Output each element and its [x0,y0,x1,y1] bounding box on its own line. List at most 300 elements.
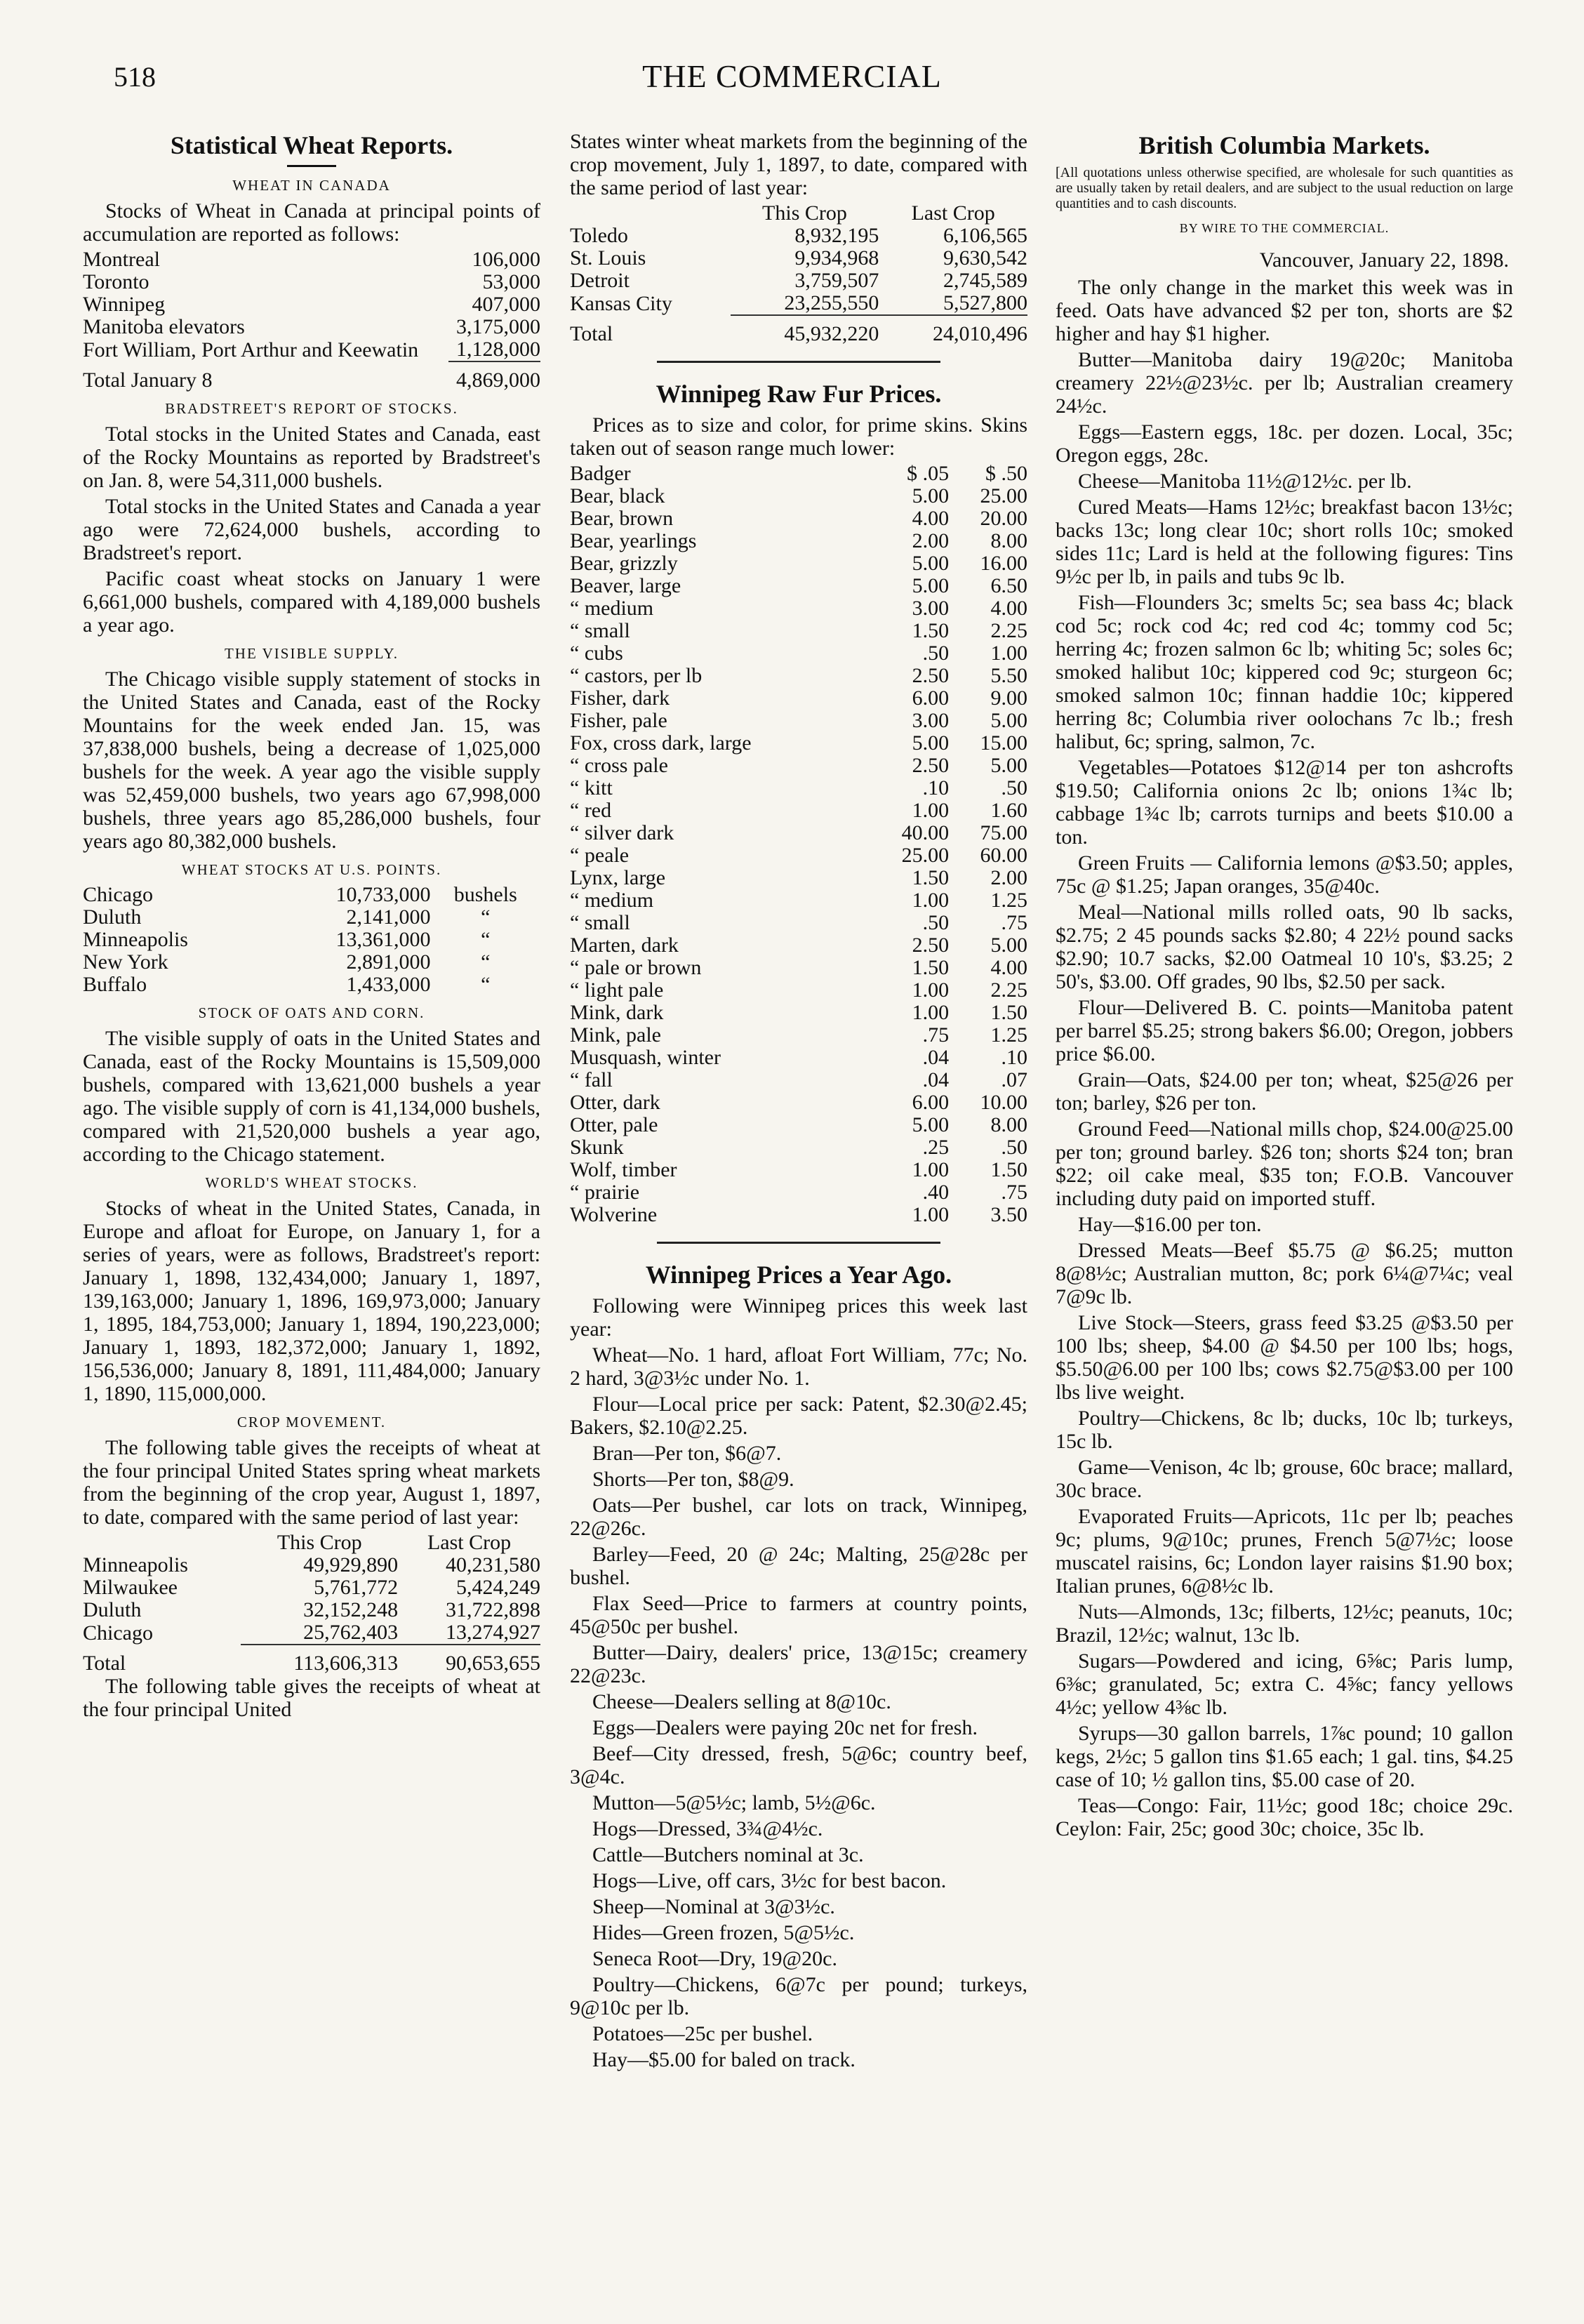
section-title: Statistical Wheat Reports. [170,131,453,159]
place-cell: Minneapolis [83,1553,188,1576]
market-item: Poultry—Chickens, 6@7c per pound; turkeys, 9@10c per lb. [570,1973,1027,2019]
market-item: Mutton—5@5½c; lamb, 5½@6c. [592,1791,876,1814]
price-high-cell: 1.00 [990,642,1027,665]
fur-prices-table [570,463,1027,1226]
price-low-cell: 1.00 [912,799,950,822]
total-label: Total [570,321,613,345]
market-item: Potatoes—25c per bushel. [592,2022,813,2045]
table-row [570,507,1027,530]
place-cell: Duluth [83,905,142,929]
table-row [570,1159,1027,1181]
market-item: Flour—Local price per sack: Patent, $2.30@2.45; Bakers, $2.10@2.25. [570,1393,1027,1439]
paragraph: The Chicago visible supply statement of stocks in the United States and Canada, east of the Rocky Mountains for the week ended Jan. 15, was 37,838,000 bushels, being a decrease of 1,025,000 bushels for the week. A year ago the visible supply was 52,459,000 bushels, two years ago 67,998,000 bushels, three years ago 85,286,000 bushels, four years ago 80,382,000 bushels. [83,668,540,853]
table-row [570,552,1027,575]
place-cell: Duluth [83,1598,142,1621]
fur-name-cell: “ cross pale [570,754,668,777]
price-high-cell: 25.00 [980,484,1027,507]
fur-name-cell: Bear, yearlings [570,529,697,552]
value-cell: 25,762,403 [303,1621,399,1644]
paragraph: The visible supply of oats in the United States and Canada, east of the Rocky Mountains is 15,509,000 bushels, compared with 13,621,000 bushels a year ago. The visible supply of corn is 41,134,000 bushels, compared with 21,520,000 bushels a year ago, according to the Chicago statement. [83,1027,540,1166]
market-item: Game—Venison, 4c lb; grouse, 60c brace; mallard, 30c brace. [1056,1456,1513,1502]
price-high-cell: 10.00 [980,1091,1027,1114]
paragraph: Prices as to size and color, for prime skins. Skins taken out of season range much lower: [570,413,1027,460]
place-cell: Milwaukee [83,1576,178,1599]
price-high-cell: 4.00 [990,597,1027,620]
market-item: Teas—Congo: Fair, 11½c; good 18c; choice 29c. Ceylon: Fair, 25c; good 30c; choice, 35c lb. [1056,1794,1513,1840]
bc-market-list [1056,276,1513,1840]
table-row [570,292,1027,315]
unit-cell: “ [481,928,491,951]
section-title: British Columbia Markets. [1138,131,1430,159]
price-high-cell: .10 [1001,1046,1027,1069]
place-cell: Chicago [83,1621,153,1645]
price-high-cell: .50 [1001,1136,1027,1159]
value-cell: 2,891,000 [346,950,431,974]
total-label: Total [83,1651,126,1675]
column-header: Last Crop [427,1531,512,1554]
fur-name-cell: Wolf, timber [570,1158,677,1181]
total-value: 24,010,496 [879,315,1027,345]
place-cell: Buffalo [83,973,147,996]
value-cell: 9,934,968 [794,246,879,270]
value-cell: 1,433,000 [346,973,431,996]
value-cell: 49,929,890 [303,1553,399,1576]
place-cell: New York [83,950,168,974]
price-low-cell: 5.00 [912,552,950,575]
table-row [570,665,1027,687]
price-high-cell: .75 [1001,1181,1027,1204]
price-low-cell: 1.00 [912,1158,950,1181]
column-header: Last Crop [911,201,995,225]
fur-name-cell: Bear, grizzly [570,552,678,575]
price-low-cell: .04 [922,1046,950,1069]
market-item: Poultry—Chickens, 8c lb; ducks, 10c lb; turkeys, 15c lb. [1056,1407,1513,1453]
price-high-cell: 5.50 [990,664,1027,687]
place-cell: Winnipeg [83,293,166,316]
paragraph: Stocks of wheat in the United States, Canada, in Europe and afloat for Europe, on January 1, for a series of years, were as follows, Bradstreet's report: January 1, 1898, 132,434,000; January 1, 1897, 139,163,000; January 1, 1896, 169,973,000; January 1, 1895, 184,753,000; January 1, 1894, 190,223,000; January 1, 1893, 182,372,000; January 1, 1892, 156,536,000; January 8, 1891, 111,484,000; January 1, 1890, 115,000,000. [83,1197,540,1405]
price-low-cell: 1.00 [912,1001,950,1024]
table-row [570,777,1027,799]
total-value: 45,932,220 [731,315,879,345]
price-low-cell: $ .05 [907,462,950,485]
price-low-cell: 1.50 [912,956,950,979]
price-low-cell: 3.00 [912,597,950,620]
market-item: Nuts—Almonds, 13c; filberts, 12½c; peanuts, 10c; Brazil, 12½c; walnut, 13c lb. [1056,1600,1513,1647]
fur-name-cell: “ red [570,799,612,822]
total-value: 113,606,313 [241,1645,398,1675]
value-cell: 13,361,000 [335,928,431,951]
place-cell: Chicago [83,883,153,906]
price-high-cell: 8.00 [990,529,1027,552]
divider [657,361,940,363]
paragraph: The following table gives the receipts of wheat at the four principal United States spring wheat markets from the beginning of the crop year, August 1, 1897, to date, compared with the same period of last year: [83,1436,540,1529]
table-row [570,530,1027,552]
price-low-cell: 1.00 [912,889,950,912]
market-item: Fish—Flounders 3c; smelts 5c; sea bass 4c; black cod 5c; rock cod 4c; red cod 4c; tommy cod 5c; herring 4c; frozen salmon 6c lb; whiting 5c; soles 6c; smoked halibut 10c; kippered cod 9c; sturgeon 6c; smoked salmon 10c; finnan haddie 10c; kippered herring 8c; Columbia river oolochans 7c lb.; fresh halibut, 6c; spring, salmon, 7c. [1056,591,1513,753]
market-item: Green Fruits — California lemons @$3.50; apples, 75c @ $1.25; Japan oranges, 35@40c. [1056,851,1513,898]
market-item: Barley—Feed, 20 @ 24c; Malting, 25@28c per bushel. [570,1543,1027,1589]
market-item: Following were Winnipeg prices this week last year: [570,1294,1027,1341]
table-row [570,889,1027,912]
subheading: WHEAT IN CANADA [232,177,391,194]
market-item: Flax Seed—Price to farmers at country points, 45@50c per bushel. [570,1592,1027,1638]
total-value: 90,653,655 [398,1645,540,1675]
market-item: Hay—$16.00 per ton. [1078,1213,1262,1236]
price-high-cell: 20.00 [980,507,1027,530]
value-cell: 2,141,000 [346,905,431,929]
fur-name-cell: Otter, dark [570,1091,660,1114]
table-row [570,844,1027,867]
table-row [83,974,540,996]
value-cell: 23,255,550 [784,291,879,314]
value-cell: 31,722,898 [446,1598,540,1621]
quotation-note: [All quotations unless otherwise specified, are wholesale for such quantities as are usually taken by retail dealers, and are subject to the usual reduction on large quantities and to cash discounts. [1056,165,1513,211]
table-row [570,867,1027,889]
table-row [570,1024,1027,1047]
price-high-cell: 2.00 [990,866,1027,889]
market-item: Oats—Per bushel, car lots on track, Winnipeg, 22@26c. [570,1494,1027,1540]
fur-name-cell: Bear, black [570,484,665,507]
market-item: Grain—Oats, $24.00 per ton; wheat, $25@26 per ton; barley, $26 per ton. [1056,1068,1513,1115]
table-row [83,248,540,271]
table-row [83,293,540,316]
fur-name-cell: Fox, cross dark, large [570,731,752,755]
fur-name-cell: Skunk [570,1136,624,1159]
table-row [570,1181,1027,1204]
fur-name-cell: Marten, dark [570,934,679,957]
market-item: Sugars—Powdered and icing, 6⅝c; Paris lump, 6⅜c; granulated, 5c; extra C. 4⅝c; fancy yellows 4½c; yellow 4⅜c lb. [1056,1649,1513,1719]
publication-title: THE COMMERCIAL [642,58,942,94]
subheading: WORLD'S WHEAT STOCKS. [205,1174,418,1191]
table-row [570,912,1027,934]
table-row [83,271,540,293]
table-row [83,906,540,929]
table-row [570,225,1027,247]
value-cell: 9,630,542 [943,246,1027,270]
price-high-cell: 1.25 [990,1023,1027,1047]
place-cell: St. Louis [570,246,646,270]
fur-name-cell: “ silver dark [570,821,674,844]
fur-name-cell: “ small [570,911,630,934]
price-high-cell: .75 [1001,911,1027,934]
place-cell: Kansas City [570,291,672,315]
table-row [570,1136,1027,1159]
value-cell: 13,274,927 [446,1621,540,1644]
price-high-cell: 3.50 [990,1203,1027,1226]
market-item: Cheese—Manitoba 11½@12½c. per lb. [1078,470,1412,493]
fur-name-cell: “ peale [570,844,630,867]
market-item: Seneca Root—Dry, 19@20c. [592,1947,837,1970]
price-low-cell: 4.00 [912,507,950,530]
market-item: Wheat—No. 1 hard, afloat Fort William, 77c; No. 2 hard, 3@3½c under No. 1. [570,1343,1027,1390]
table-row [570,799,1027,822]
price-low-cell: 5.00 [912,731,950,755]
spring-wheat-table [83,1532,540,1675]
fur-name-cell: “ small [570,619,630,642]
price-low-cell: 2.50 [912,934,950,957]
fur-name-cell: Otter, pale [570,1113,658,1136]
fur-name-cell: Mink, dark [570,1001,664,1024]
price-high-cell: 1.25 [990,889,1027,912]
price-low-cell: 6.00 [912,686,950,710]
table-row [570,247,1027,270]
us-points-table [83,884,540,996]
value-cell: 407,000 [472,293,540,316]
price-low-cell: .10 [922,776,950,799]
table-row [83,951,540,974]
market-item: Beef—City dressed, fresh, 5@6c; country beef, 3@4c. [570,1742,1027,1788]
market-item: Butter—Dairy, dealers' price, 13@15c; creamery 22@23c. [570,1641,1027,1687]
dateline: Vancouver, January 22, 1898. [1259,248,1509,272]
market-item: Hides—Green frozen, 5@5½c. [592,1921,855,1944]
market-item: Ground Feed—National mills chop, $24.00@25.00 per ton; ground barley. $26 ton; shorts $24 ton; bran $22; oil cake meal, $35 ton; F.O.B. Vancouver including duty paid on imported stuff. [1056,1117,1513,1210]
place-cell: Manitoba elevators [83,315,245,338]
subheading: CROP MOVEMENT. [237,1414,387,1430]
price-high-cell: 15.00 [980,731,1027,755]
table-row [570,1069,1027,1091]
table-row [570,1091,1027,1114]
market-item: Bran—Per ton, $6@7. [592,1442,782,1465]
price-low-cell: 2.50 [912,664,950,687]
column-header: This Crop [277,1531,362,1554]
price-high-cell: 8.00 [990,1113,1027,1136]
table-row [570,934,1027,957]
fur-name-cell: Fisher, pale [570,709,667,732]
place-cell: Minneapolis [83,928,188,951]
table-row [570,1204,1027,1226]
price-high-cell: 9.00 [990,686,1027,710]
column-header: This Crop [762,201,847,225]
total-label: Total January 8 [83,368,213,392]
value-cell: 10,733,000 [335,883,431,906]
price-low-cell: 1.50 [912,619,950,642]
price-high-cell: 5.00 [990,754,1027,777]
place-cell: Fort William, Port Arthur and Keewatin [83,338,419,361]
table-row [570,979,1027,1002]
place-cell: Toronto [83,270,149,293]
fur-name-cell: Wolverine [570,1203,658,1226]
price-low-cell: .50 [922,642,950,665]
fur-name-cell: Beaver, large [570,574,681,597]
table-row [570,620,1027,642]
market-item: The only change in the market this week was in feed. Oats have advanced $2 per ton, shorts are $2 higher and hay $1 higher. [1056,276,1513,345]
value-cell: 2,745,589 [943,269,1027,292]
divider [657,1242,940,1244]
unit-cell: “ [481,973,491,996]
table-total-row [570,315,1027,345]
table-row [83,929,540,951]
table-row [570,597,1027,620]
value-cell: 6,106,565 [943,224,1027,247]
table-row [570,575,1027,597]
fur-name-cell: “ prairie [570,1181,640,1204]
total-value: 4,869,000 [448,361,540,392]
price-low-cell: 5.00 [912,1113,950,1136]
place-cell: Toledo [570,224,628,247]
price-low-cell: .50 [922,911,950,934]
market-item: Sheep—Nominal at 3@3½c. [592,1895,835,1918]
market-item: Cattle—Butchers nominal at 3c. [592,1843,864,1866]
market-item: Syrups—30 gallon barrels, 1⅞c pound; 10 gallon kegs, 2½c; 5 gallon tins $1.65 each; 1 gal. tins, $4.25 case of 10; ½ gallon tins, $5.00 case of 20. [1056,1722,1513,1791]
value-cell: 3,175,000 [456,315,540,338]
subheading: BRADSTREET'S REPORT OF STOCKS. [165,400,458,417]
fur-name-cell: “ fall [570,1068,613,1091]
fur-name-cell: “ kitt [570,776,613,799]
table-row [83,1554,540,1576]
market-item: Cured Meats—Hams 12½c; breakfast bacon 13½c; backs 13c; long clear 10c; short rolls 10c; smoked sides 11c; Lard is held at the following figures: Tins 9½c per lb, in pails and tubs 9c lb. [1056,496,1513,588]
subheading: THE VISIBLE SUPPLY. [224,645,399,662]
place-cell: Detroit [570,269,630,292]
value-cell: 5,527,800 [943,291,1027,314]
table-row [570,1047,1027,1069]
price-low-cell: .04 [922,1068,950,1091]
price-high-cell: $ .50 [985,462,1027,485]
fur-name-cell: “ cubs [570,642,623,665]
table-row [570,710,1027,732]
price-low-cell: 1.50 [912,866,950,889]
price-high-cell: 6.50 [990,574,1027,597]
table-row [570,822,1027,844]
table-row [83,338,540,361]
table-row [570,957,1027,979]
price-low-cell: 5.00 [912,574,950,597]
price-high-cell: 5.00 [990,934,1027,957]
price-high-cell: 2.25 [990,619,1027,642]
price-high-cell: 1.60 [990,799,1027,822]
table-total-row [83,1645,540,1675]
price-low-cell: 40.00 [901,821,950,844]
price-high-cell: .50 [1001,776,1027,799]
price-high-cell: 4.00 [990,956,1027,979]
place-cell: Montreal [83,248,160,271]
value-cell: 1,128,000 [456,338,540,361]
table-row [83,884,540,906]
winter-wheat-table [570,202,1027,345]
table-total-row [83,361,540,392]
price-high-cell: 75.00 [980,821,1027,844]
fur-name-cell: “ medium [570,597,654,620]
value-cell: 5,424,249 [456,1576,540,1599]
price-low-cell: .75 [922,1023,950,1047]
market-item: Vegetables—Potatoes $12@14 per ton ashcrofts $19.50; California onions 2c lb; onions 1¾c lb; cabbage 1¾c lb; carrots turnips and beets $10.00 a ton. [1056,756,1513,849]
fur-name-cell: Musquash, winter [570,1046,721,1069]
price-high-cell: 1.50 [990,1001,1027,1024]
market-item: Hogs—Dressed, 3¾@4½c. [592,1817,823,1840]
column-left [83,130,540,1724]
divider [287,165,336,167]
fur-name-cell: Lynx, large [570,866,666,889]
price-low-cell: 2.00 [912,529,950,552]
value-cell: 8,932,195 [794,224,879,247]
price-high-cell: 2.25 [990,978,1027,1002]
paragraph: Total stocks in the United States and Canada a year ago were 72,624,000 bushels, according to Bradstreet's report. [83,495,540,564]
page-number: 518 [114,61,156,93]
market-item: Shorts—Per ton, $8@9. [592,1468,794,1491]
table-row [570,1114,1027,1136]
market-item: Meal—National mills rolled oats, 90 lb sacks, $2.75; 2 45 pounds sacks $2.80; 4 22½ pound sacks $2.90; 10.7 sacks, $2.00 Oatmeal 10 10's, $3.25; 2 50's, $3.00. Off grades, 90 lbs, $2.50 per sack. [1056,901,1513,993]
value-cell: 32,152,248 [303,1598,399,1621]
market-item: Cheese—Dealers selling at 8@10c. [592,1690,891,1713]
fur-name-cell: Mink, pale [570,1023,661,1047]
table-row [570,642,1027,665]
fur-name-cell: “ pale or brown [570,956,702,979]
price-low-cell: 5.00 [912,484,950,507]
paragraph: States winter wheat markets from the beginning of the crop movement, July 1, 1897, to date, compared with the same period of last year: [570,130,1027,199]
table-row [83,1599,540,1621]
market-item: Dressed Meats—Beef $5.75 @ $6.25; mutton 8@8½c; Australian mutton, 8c; pork 6¼@7¼c; veal 7@9c lb. [1056,1239,1513,1308]
table-row [83,316,540,338]
price-low-cell: .25 [922,1136,950,1159]
price-high-cell: .07 [1001,1068,1027,1091]
price-low-cell: 1.00 [912,1203,950,1226]
column-middle [570,130,1027,2074]
paragraph: Stocks of Wheat in Canada at principal points of accumulation are reported as follows: [83,199,540,246]
year-ago-list [570,1294,1027,2071]
value-cell: 53,000 [482,270,540,293]
fur-name-cell: Badger [570,462,631,485]
paragraph: Pacific coast wheat stocks on January 1 were 6,661,000 bushels, compared with 4,189,000 bushels a year ago. [83,567,540,637]
unit-cell: “ [481,950,491,974]
table-row [570,463,1027,485]
paragraph: Total stocks in the United States and Canada, east of the Rocky Mountains as reported by Bradstreet's on Jan. 8, were 54,311,000 bushels. [83,423,540,492]
price-low-cell: .40 [922,1181,950,1204]
price-low-cell: 2.50 [912,754,950,777]
price-low-cell: 6.00 [912,1091,950,1114]
price-high-cell: 16.00 [980,552,1027,575]
value-cell: 40,231,580 [446,1553,540,1576]
table-row [83,1621,540,1645]
table-row [570,732,1027,755]
fur-name-cell: Fisher, dark [570,686,670,710]
market-item: Butter—Manitoba dairy 19@20c; Manitoba creamery 22½@23½c. per lb; Australian creamery 24½c. [1056,348,1513,418]
fur-name-cell: “ light pale [570,978,664,1002]
unit-cell: bushels [453,883,517,906]
section-title: Winnipeg Raw Fur Prices. [655,380,942,408]
section-title: Winnipeg Prices a Year Ago. [645,1261,952,1289]
price-low-cell: 3.00 [912,709,950,732]
table-row [83,1576,540,1599]
canada-stocks-table [83,248,540,392]
market-item: Hay—$5.00 for baled on track. [592,2048,856,2071]
unit-cell: “ [481,905,491,929]
price-high-cell: 1.50 [990,1158,1027,1181]
subheading: STOCK OF OATS AND CORN. [198,1004,425,1021]
price-high-cell: 60.00 [980,844,1027,867]
table-row [570,755,1027,777]
price-low-cell: 1.00 [912,978,950,1002]
fur-name-cell: Bear, brown [570,507,674,530]
market-item: Eggs—Eastern eggs, 18c. per dozen. Local, 35c; Oregon eggs, 28c. [1056,420,1513,467]
price-high-cell: 5.00 [990,709,1027,732]
market-item: Live Stock—Steers, grass feed $3.25 @$3.50 per 100 lbs; sheep, $4.00 @ $4.50 per 100 lbs; hogs, $5.50@6.00 per 100 lbs; cows $2.75@$3.00 per 100 lbs live weight. [1056,1311,1513,1404]
value-cell: 106,000 [472,248,540,271]
table-row [570,1002,1027,1024]
fur-name-cell: “ medium [570,889,654,912]
table-row [570,687,1027,710]
table-row [570,270,1027,292]
fur-name-cell: “ castors, per lb [570,664,703,687]
price-low-cell: 25.00 [901,844,950,867]
table-row [570,485,1027,507]
byline: BY WIRE TO THE COMMERCIAL. [1179,221,1390,235]
market-item: Eggs—Dealers were paying 20c net for fresh. [592,1716,978,1739]
value-cell: 5,761,772 [314,1576,399,1599]
market-item: Evaporated Fruits—Apricots, 11c per lb; peaches 9c; plums, 9@10c; prunes, French 5@7½c; loose muscatel raisins, 6c; London layer raisins $1.90 box; Italian prunes, 6@8½c lb. [1056,1505,1513,1598]
market-item: Hogs—Live, off cars, 3½c for best bacon. [592,1869,947,1892]
value-cell: 3,759,507 [794,269,879,292]
market-item: Flour—Delivered B. C. points—Manitoba patent per barrel $5.25; strong bakers $6.00; Oregon, jobbers price $6.00. [1056,996,1513,1065]
subheading: WHEAT STOCKS AT U.S. POINTS. [181,861,442,878]
